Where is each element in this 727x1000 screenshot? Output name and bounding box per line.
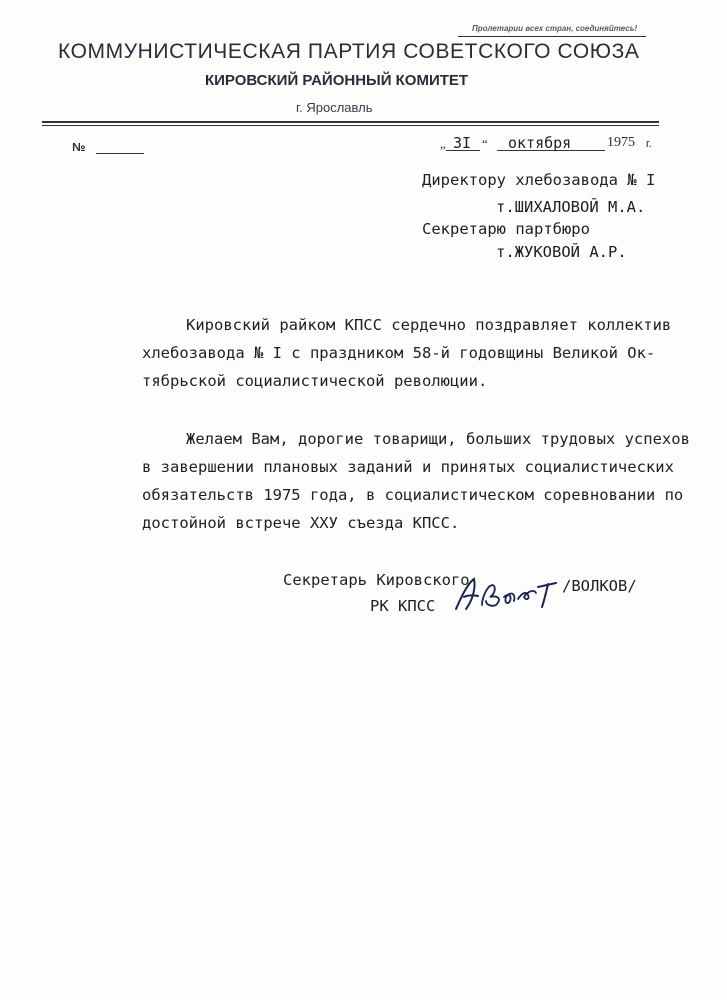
recipient-line-4: т.ЖУКОВОЙ А.Р. — [496, 243, 627, 261]
date-year-suffix: г. — [646, 138, 652, 150]
date-year: 1975 — [607, 135, 635, 150]
body-p2-line-3: обязательств 1975 года, в социалистическом соревновании по — [142, 486, 684, 504]
letterhead-rule-thin — [42, 125, 659, 126]
recipient-line-1: Директору хлебозавода № I — [422, 171, 656, 189]
signature-title-line-1: Секретарь Кировского — [283, 571, 470, 589]
recipient-line-3: Секретарю партбюро — [422, 220, 590, 238]
date-day: 3I — [453, 134, 472, 152]
date-close-quote: “ — [482, 136, 488, 151]
body-p2-line-2: в завершении плановых заданий и принятых социалистических — [142, 458, 674, 476]
number-blank-line — [96, 153, 144, 154]
handwritten-signature — [452, 575, 562, 615]
city: г. Ярославль — [296, 100, 373, 115]
date-month-line — [497, 150, 605, 151]
body-p1-line-1: Кировский райком КПСС сердечно поздравляет коллектив — [186, 316, 672, 334]
date-open-quote: „ — [440, 136, 446, 151]
date-month: октября — [508, 134, 572, 152]
number-label: № — [72, 140, 86, 154]
body-p1-line-3: тябрьской социалистической революции. — [142, 372, 488, 390]
body-p1-line-2: хлебозавода № I с праздником 58-й годовщины Великой Ок- — [142, 344, 656, 362]
body-p2-line-1: Желаем Вам, дорогие товарищи, больших трудовых успехов — [186, 430, 690, 448]
date-day-line — [446, 150, 480, 151]
committee-title: КИРОВСКИЙ РАЙОННЫЙ КОМИТЕТ — [205, 72, 469, 89]
signature-title-line-2: РК КПСС — [370, 597, 436, 615]
letterhead-rule-thick — [42, 121, 659, 123]
body-p2-line-4: достойной встрече ХХУ съезда КПСС. — [142, 514, 460, 532]
slogan: Пролетарии всех стран, соединяйтесь! — [472, 24, 638, 33]
recipient-line-2: т.ШИХАЛОВОЙ М.А. — [496, 198, 646, 216]
signature-name: /ВОЛКОВ/ — [562, 577, 637, 595]
party-title: КОММУНИСТИЧЕСКАЯ ПАРТИЯ СОВЕТСКОГО СОЮЗА — [58, 40, 640, 63]
slogan-underline — [458, 36, 646, 37]
